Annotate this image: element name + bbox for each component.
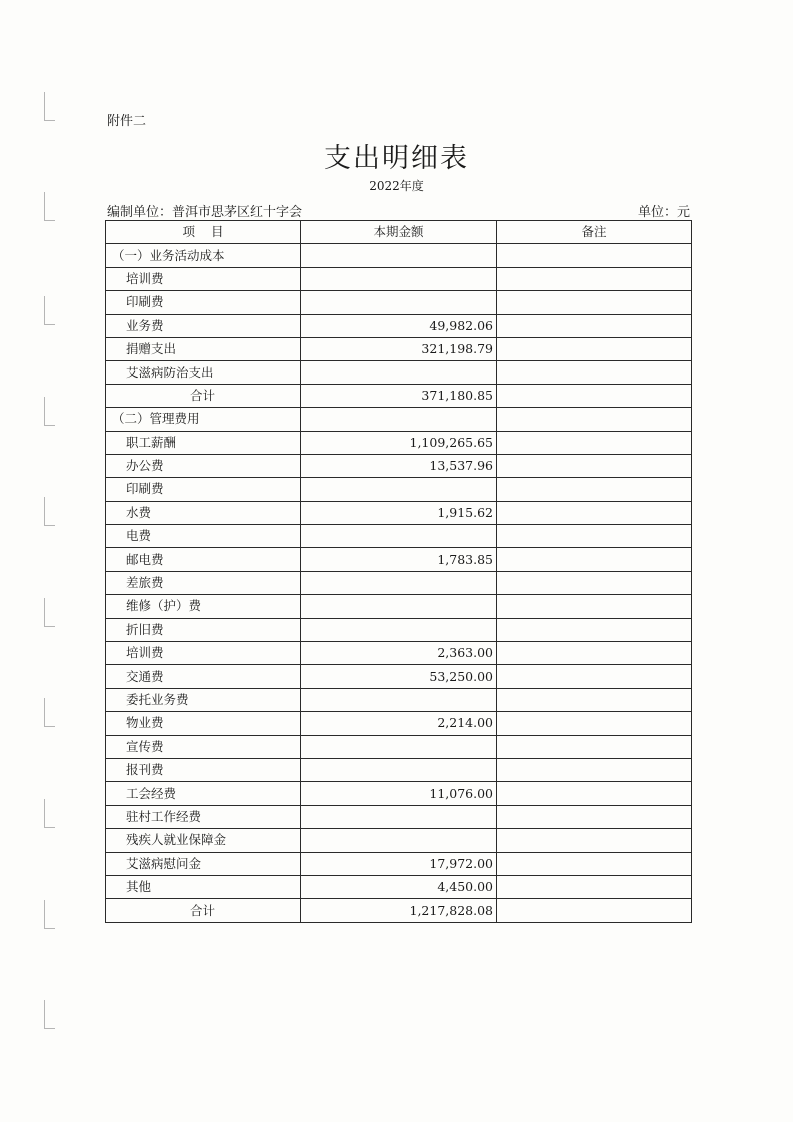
- row-item-name: 残疾人就业保障金: [106, 829, 301, 852]
- table-row: [106, 595, 692, 618]
- row-item-name: （一）业务活动成本: [106, 244, 301, 267]
- table-row: [106, 431, 692, 454]
- row-note: [497, 665, 692, 688]
- row-note: [497, 548, 692, 571]
- row-item-name: 办公费: [106, 454, 301, 477]
- row-item-name: 培训费: [106, 642, 301, 665]
- row-item-name: 职工薪酬: [106, 431, 301, 454]
- row-note: [497, 525, 692, 548]
- table-header-row: [106, 221, 692, 244]
- row-item-name: 其他: [106, 875, 301, 898]
- binding-mark: [44, 296, 55, 325]
- row-item-name: 艾滋病防治支出: [106, 361, 301, 384]
- row-item-name: 培训费: [106, 267, 301, 290]
- row-note: [497, 712, 692, 735]
- row-amount: [301, 688, 497, 711]
- table-row: [106, 875, 692, 898]
- section-row: [106, 408, 692, 431]
- row-amount: 371,180.85: [301, 384, 497, 407]
- table-row: [106, 665, 692, 688]
- expense-detail-table: [105, 220, 692, 923]
- row-item-name: 物业费: [106, 712, 301, 735]
- row-note: [497, 267, 692, 290]
- row-item-name: 水费: [106, 501, 301, 524]
- table-row: [106, 712, 692, 735]
- row-note: [497, 337, 692, 360]
- compiling-unit: 编制单位：普洱市思茅区红十字会: [107, 205, 303, 220]
- row-amount: [301, 244, 497, 267]
- table-row: [106, 454, 692, 477]
- row-amount: [301, 525, 497, 548]
- row-item-name: 报刊费: [106, 758, 301, 781]
- row-amount: [301, 758, 497, 781]
- row-item-name: 电费: [106, 525, 301, 548]
- table-row: [106, 805, 692, 828]
- row-item-name: 捐赠支出: [106, 337, 301, 360]
- table-row: [106, 829, 692, 852]
- column-header-item: 项 目: [106, 221, 301, 244]
- row-item-name: 印刷费: [106, 478, 301, 501]
- row-amount: [301, 478, 497, 501]
- row-note: [497, 431, 692, 454]
- row-amount: 1,783.85: [301, 548, 497, 571]
- table-row: [106, 267, 692, 290]
- row-amount: 2,363.00: [301, 642, 497, 665]
- table-row: [106, 291, 692, 314]
- currency-unit: 单位：元: [637, 205, 690, 220]
- table-row: [106, 618, 692, 641]
- row-note: [497, 408, 692, 431]
- row-amount: [301, 267, 497, 290]
- document-title: 支出明细表: [324, 143, 469, 174]
- binding-mark: [44, 497, 55, 526]
- row-note: [497, 829, 692, 852]
- row-item-name: 折旧费: [106, 618, 301, 641]
- table-row: [106, 501, 692, 524]
- row-item-name: 工会经费: [106, 782, 301, 805]
- row-amount: [301, 618, 497, 641]
- column-header-note: 备注: [497, 221, 692, 244]
- row-note: [497, 384, 692, 407]
- row-amount: 17,972.00: [301, 852, 497, 875]
- row-note: [497, 642, 692, 665]
- row-item-name: 交通费: [106, 665, 301, 688]
- binding-mark: [44, 799, 55, 828]
- row-item-name: 印刷费: [106, 291, 301, 314]
- table-row: [106, 782, 692, 805]
- table-row: [106, 735, 692, 758]
- table-row: [106, 314, 692, 337]
- row-amount: 321,198.79: [301, 337, 497, 360]
- row-amount: 49,982.06: [301, 314, 497, 337]
- row-note: [497, 314, 692, 337]
- row-item-name: （二）管理费用: [106, 408, 301, 431]
- row-item-name: 合计: [106, 384, 301, 407]
- row-note: [497, 244, 692, 267]
- binding-mark: [44, 192, 55, 221]
- row-note: [497, 478, 692, 501]
- total-row: [106, 899, 692, 922]
- row-item-name: 委托业务费: [106, 688, 301, 711]
- row-amount: [301, 805, 497, 828]
- row-note: [497, 899, 692, 922]
- table-row: [106, 525, 692, 548]
- section-row: [106, 244, 692, 267]
- row-item-name: 驻村工作经费: [106, 805, 301, 828]
- table-row: [106, 361, 692, 384]
- row-note: [497, 735, 692, 758]
- row-note: [497, 291, 692, 314]
- table-row: [106, 852, 692, 875]
- row-item-name: 艾滋病慰问金: [106, 852, 301, 875]
- row-note: [497, 501, 692, 524]
- binding-mark: [44, 698, 55, 727]
- row-amount: 1,915.62: [301, 501, 497, 524]
- row-item-name: 邮电费: [106, 548, 301, 571]
- binding-mark: [44, 1000, 55, 1029]
- row-note: [497, 758, 692, 781]
- attachment-label: 附件二: [107, 114, 147, 129]
- row-item-name: 差旅费: [106, 571, 301, 594]
- row-amount: [301, 735, 497, 758]
- row-amount: [301, 291, 497, 314]
- row-note: [497, 688, 692, 711]
- row-amount: [301, 361, 497, 384]
- row-note: [497, 361, 692, 384]
- table-row: [106, 478, 692, 501]
- row-amount: 4,450.00: [301, 875, 497, 898]
- binding-mark: [44, 598, 55, 627]
- row-note: [497, 618, 692, 641]
- row-amount: [301, 595, 497, 618]
- row-amount: [301, 829, 497, 852]
- row-note: [497, 852, 692, 875]
- total-row: [106, 384, 692, 407]
- row-item-name: 合计: [106, 899, 301, 922]
- row-amount: [301, 571, 497, 594]
- row-amount: 53,250.00: [301, 665, 497, 688]
- fiscal-year: 2022年度: [369, 179, 424, 193]
- row-note: [497, 571, 692, 594]
- table-row: [106, 548, 692, 571]
- column-header-amount: 本期金额: [301, 221, 497, 244]
- row-amount: 2,214.00: [301, 712, 497, 735]
- table-row: [106, 337, 692, 360]
- row-amount: 13,537.96: [301, 454, 497, 477]
- row-amount: 11,076.00: [301, 782, 497, 805]
- row-amount: 1,217,828.08: [301, 899, 497, 922]
- binding-mark: [44, 900, 55, 929]
- row-item-name: 业务费: [106, 314, 301, 337]
- table-row: [106, 571, 692, 594]
- binding-mark: [44, 92, 55, 121]
- table-row: [106, 642, 692, 665]
- table-row: [106, 688, 692, 711]
- row-note: [497, 875, 692, 898]
- row-item-name: 维修（护）费: [106, 595, 301, 618]
- binding-mark: [44, 397, 55, 426]
- row-amount: [301, 408, 497, 431]
- row-note: [497, 454, 692, 477]
- row-note: [497, 782, 692, 805]
- row-note: [497, 805, 692, 828]
- table-row: [106, 758, 692, 781]
- row-amount: 1,109,265.65: [301, 431, 497, 454]
- row-note: [497, 595, 692, 618]
- row-item-name: 宣传费: [106, 735, 301, 758]
